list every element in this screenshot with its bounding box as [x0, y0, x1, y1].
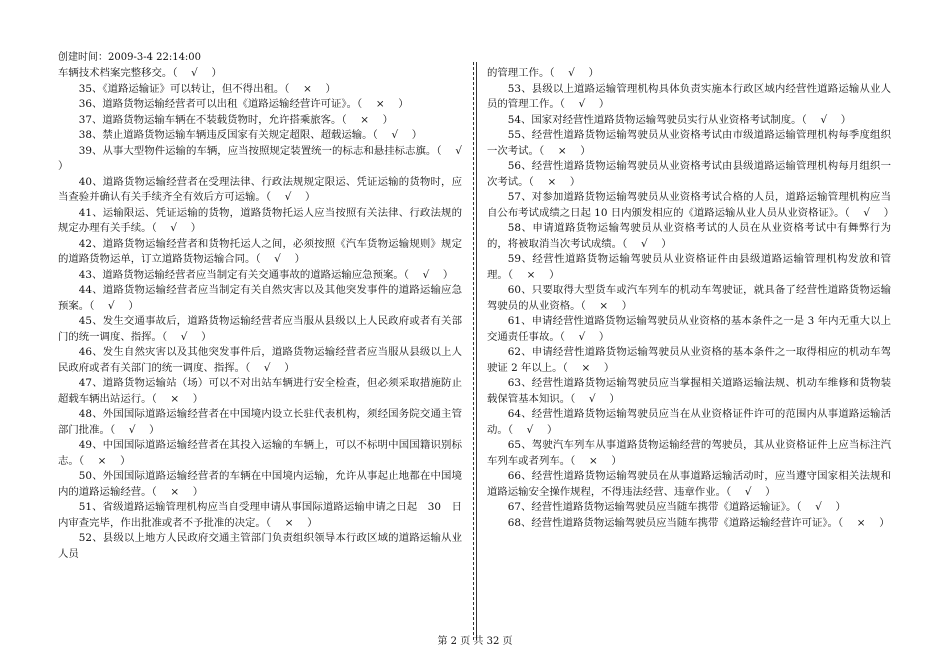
question-44: 44、道路货物运输经营者应当制定有关自然灾害以及其他突发事件的道路运输应急预案。（ √ ） [58, 284, 462, 312]
question-58: 58、申请道路货物运输驾驶员从业资格考试的人员在从业资格考试中有舞弊行为的，将被取消当次考试成绩。（ √ ） [487, 222, 891, 250]
question-67: 67、经营性道路货物运输驾驶员应当随车携带《道路运输证》。（ √ ） [507, 501, 846, 513]
question-45: 45、发生交通事故后，道路货物运输经营者应当服从县级以上人民政府或者有关部门的统一调度、指挥。（ √ ） [58, 315, 462, 343]
question-47: 47、道路货物运输站（场）可以不对出站车辆进行安全检查，但必须采取措施防止超载车辆出站运行。（ × ） [58, 377, 462, 405]
creation-timestamp: 创建时间：2009-3-4 22:14:00 [58, 52, 202, 63]
question-41: 41、运输限运、凭证运输的货物，道路货物托运人应当按照有关法律、行政法规的规定办理有关手续。（ √ ） [58, 206, 462, 234]
question-63: 63、经营性道路货物运输驾驶员应当掌握相关道路运输法规、机动车维修和货物装载保管基本知识。（ √ ） [487, 377, 891, 405]
question-49: 49、中国国际道路运输经营者在其投入运输的车辆上，可以不标明中国国籍识别标志。（ × ） [58, 439, 462, 467]
question-57: 57、对参加道路货物运输驾驶员从业资格考试合格的人员，道路运输管理机构应当自公布考试成绩之日起 10 日内颁发相应的《道路运输从业人员从业资格证》。（ √ ） [487, 191, 895, 219]
question-61: 61、申请经营性道路货物运输驾驶员从业资格的基本条件之一是 3 年内无重大以上交通责任事故。（ √ ） [487, 315, 891, 343]
question-42: 42、道路货物运输经营者和货物托运人之间，必须按照《汽车货物运输规则》规定的道路货物运单，订立道路货物运输合同。（ √ ） [58, 237, 462, 265]
question-51: 51、省级道路运输管理机构应当自受理申请从事国际道路运输申请之日起 30 日内审查完毕，作出批准或者不予批准的决定。（ × ） [58, 501, 462, 529]
question-48: 48、外国国际道路运输经营者在中国境内设立长驻代表机构，须经国务院交通主管部门批准。（ √ ） [58, 408, 462, 436]
question-40: 40、道路货物运输经营者在受理法律、行政法规规定限运、凭证运输的货物时，应当查验并确认有关手续齐全有效后方可运输。（ √ ） [58, 175, 462, 203]
question-66: 66、经营性道路货物运输驾驶员在从事道路运输活动时，应当遵守国家相关法规和道路运输安全操作规程，不得违法经营、违章作业。（ √ ） [487, 470, 891, 498]
question-53: 53、县级以上道路运输管理机构具体负责实施本行政区域内经营性道路运输从业人员的管理工作。（ √ ） [487, 82, 891, 110]
question-60: 60、只要取得大型货车或汽车列车的机动车驾驶证，就具备了经营性道路货物运输驾驶员的从业资格。（ × ） [487, 284, 891, 312]
column-divider-solid [476, 62, 477, 640]
question-36: 36、道路货物运输经营者可以出租《道路运输经营许可证》。（ × ） [78, 98, 409, 110]
page-number: 第 2 页 共 32 页 [437, 636, 513, 647]
question-35: 35、《道路运输证》可以转让，但不得出租。（ × ） [78, 82, 336, 95]
left-column [58, 66, 476, 562]
question-52: 52、县级以上地方人民政府交通主管部门负责组织领导本行政区域的道路运输从业人员 [58, 532, 462, 560]
question-52-continuation: 的管理工作。（ √ ） [487, 67, 599, 79]
column-divider-dashed [473, 62, 474, 640]
question-65: 65、驾驶汽车列车从事道路货物运输经营的驾驶员，其从业资格证件上应当标注汽车列车或者列车。（ × ） [487, 439, 891, 467]
question-62: 62、申请经营性道路货物运输驾驶员从业资格的基本条件之一取得相应的机动车驾驶证 2 年以上。（ × ） [487, 346, 891, 374]
question-37: 37、道路货物运输车辆在不装载货物时，允许搭乘旅客。（ × ） [78, 113, 394, 126]
right-column [487, 66, 895, 531]
question-55: 55、经营性道路货物运输驾驶员从业资格考试由市级道路运输管理机构每季度组织一次考试。（ × ） [487, 129, 891, 157]
question-59: 59、经营性道路货物运输驾驶员从业资格证件由县级道路运输管理机构发放和管理。（ × ） [487, 253, 891, 281]
question-50: 50、外国国际道路运输经营者的车辆在中国境内运输，允许从事起止地都在中国境内的道路运输经营。（ × ） [58, 470, 462, 498]
question-68: 68、经营性道路货物运输驾驶员应当随车携带《道路运输经营许可证》。（ × ） [507, 516, 890, 529]
question-64: 64、经营性道路货物运输驾驶员应当在从业资格证件许可的范围内从事道路运输活动。（ √ ） [487, 408, 891, 436]
question-38: 38、禁止道路货物运输车辆违反国家有关规定超限、超载运输。（ √ ） [78, 129, 423, 141]
question-continuation: 车辆技术档案完整移交。（ √ ） [58, 67, 222, 79]
question-39: 39、从事大型物件运输的车辆，应当按照规定装置统一的标志和悬挂标志旗。（ √ ） [58, 144, 476, 172]
question-56: 56、经营性道路货物运输驾驶员从业资格考试由县级道路运输管理机构每月组织一次考试。（ × ） [487, 160, 891, 188]
question-54: 54、国家对经营性道路货物运输驾驶员实行从业资格考试制度。（ √ ） [507, 113, 852, 126]
question-46: 46、发生自然灾害以及其他突发事件后，道路货物运输经营者应当服从县级以上人民政府或者有关部门的统一调度、指挥。（ √ ） [58, 346, 462, 374]
question-43: 43、道路货物运输经营者应当制定有关交通事故的道路运输应急预案。（ √ ） [78, 268, 454, 281]
